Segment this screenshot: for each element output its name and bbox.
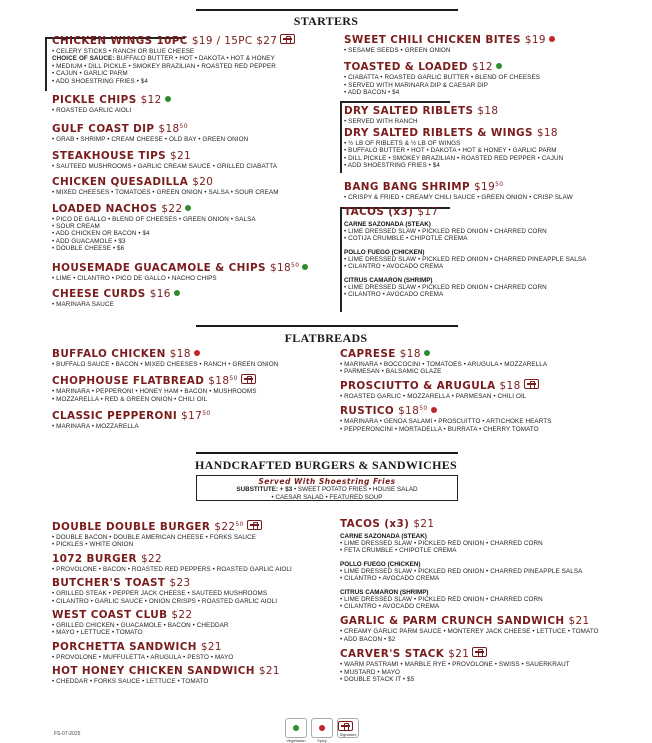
item-desc: • CILANTRO • AVOCADO CREMA bbox=[340, 603, 440, 611]
item-price-cents: 50 bbox=[235, 521, 244, 528]
item-price: $21 bbox=[258, 665, 280, 678]
item-desc: • LIME DRESSED SLAW • PICKLED RED ONION • CHARRED CORN bbox=[340, 540, 543, 547]
item-price: $18 bbox=[158, 123, 180, 136]
menu-item bbox=[344, 206, 634, 298]
item-name: HOT HONEY CHICKEN SANDWICH bbox=[52, 665, 255, 678]
item-desc: • CAJUN • GARLIC PARM bbox=[52, 70, 128, 78]
item-addon: • ADD SHOESTRING FRIES • $4 bbox=[52, 77, 148, 85]
menu-item bbox=[52, 665, 332, 685]
item-addon: • DOUBLE CHEESE • $6 bbox=[52, 245, 125, 253]
item-desc: • SERVED WITH RANCH bbox=[344, 117, 418, 125]
item-desc: • PROVOLONE • MUFFULETTA • ARUGULA • PESTO • MAYO bbox=[52, 653, 234, 661]
menu-item bbox=[344, 127, 634, 170]
menu-item bbox=[340, 379, 630, 400]
burgers-title: HANDCRAFTED BURGERS & SANDWICHES bbox=[195, 458, 457, 472]
item-name: DOUBLE DOUBLE BURGER bbox=[52, 521, 211, 533]
item-desc: • SAUTEED MUSHROOMS • GARLIC CREAM SAUCE • GRILLED CIABATTA bbox=[52, 162, 278, 170]
item-name: CHEESE CURDS bbox=[52, 288, 146, 301]
served-with-box bbox=[196, 475, 458, 501]
vegetarian-icon bbox=[496, 63, 502, 69]
item-name: TACOS (x3) bbox=[340, 518, 410, 530]
vegetarian-icon bbox=[424, 350, 430, 356]
item-desc: • DILL PICKLE • SMOKEY BRAZILIAN • ROASTED RED PEPPER • CAJUN bbox=[344, 154, 564, 162]
item-name: RUSTICO bbox=[340, 405, 395, 418]
item-addon: • ADD BACON • $2 bbox=[340, 635, 396, 643]
spicy-icon bbox=[549, 36, 555, 42]
item-desc: • WARM PASTRAMI • MARBLE RYE • PROVOLONE • SWISS • SAUERKRAUT bbox=[340, 661, 570, 669]
item-desc: • MEDIUM • DILL PICKLE • SMOKEY BRAZILIAN • ROASTED RED PEPPER bbox=[52, 62, 276, 70]
item-price-cents: 50 bbox=[202, 410, 211, 418]
item-name: 1072 BURGER bbox=[52, 552, 137, 565]
item-desc: • CILANTRO • AVOCADO CREMA bbox=[340, 575, 440, 583]
menu-item bbox=[52, 641, 332, 661]
flatbreads-title: FLATBREADS bbox=[284, 331, 368, 345]
legend-vegetarian bbox=[285, 718, 307, 743]
menu-item bbox=[52, 609, 332, 637]
item-name: DRY SALTED RIBLETS & WINGS bbox=[344, 127, 533, 140]
menu-item bbox=[52, 407, 327, 430]
item-price-cents: 50 bbox=[419, 405, 428, 413]
item-desc: • CILANTRO • AVOCADO CREMA bbox=[344, 291, 444, 299]
item-desc: • MUSTARD • MAYO bbox=[340, 668, 400, 676]
item-desc: • LIME • CILANTRO • PICO DE GALLO • NACHO CHIPS bbox=[52, 274, 217, 282]
item-price: $21 bbox=[448, 648, 470, 661]
item-price: $12 bbox=[471, 61, 493, 74]
menu-item bbox=[52, 120, 327, 143]
item-name: CARVER'S STACK bbox=[340, 648, 445, 661]
item-desc: • CIABATTA • ROASTED GARLIC BUTTER • BLEND OF CHEESES bbox=[344, 74, 541, 82]
spicy-icon bbox=[431, 407, 437, 413]
item-desc: • PROVOLONE • BACON • ROASTED RED PEPPERS • ROASTED GARLIC AIOLI bbox=[52, 565, 292, 573]
vegetarian-icon bbox=[293, 725, 299, 731]
item-desc: • PICO DE GALLO • BLEND OF CHEESES • GREEN ONION • SALSA bbox=[52, 215, 256, 223]
legend-label: Spicy bbox=[317, 738, 327, 743]
item-desc: • CREAMY GARLIC PARM SAUCE • MONTEREY JACK CHEESE • LETTUCE • TOMATO bbox=[340, 628, 599, 636]
item-name: SWEET CHILI CHICKEN BITES bbox=[344, 34, 521, 46]
item-desc: • MAYO • LETTUCE • TOMATO bbox=[52, 629, 143, 637]
item-desc: • GRILLED STEAK • PEPPER JACK CHEESE • SAUTEED MUSHROOMS bbox=[52, 590, 268, 598]
item-price: $20 bbox=[192, 176, 214, 189]
item-desc: • CILANTRO • AVOCADO CREMA bbox=[344, 263, 444, 271]
item-price: $18 bbox=[399, 348, 421, 360]
item-name: BUTCHER'S TOAST bbox=[52, 577, 166, 590]
item-desc: • GRAB • SHRIMP • CREAM CHEESE • OLD BAY • GREEN ONION bbox=[52, 136, 249, 144]
item-name: GULF COAST DIP bbox=[52, 123, 155, 136]
item-price: $19 bbox=[474, 180, 496, 193]
item-name: HOUSEMADE GUACAMOLE & CHIPS bbox=[52, 261, 266, 274]
taco-subtitle: POLLO FUEGO (CHICKEN) bbox=[344, 248, 425, 256]
menu-item bbox=[344, 61, 634, 96]
signature-icon bbox=[280, 34, 295, 44]
signature-icon bbox=[247, 520, 262, 530]
item-price-cents: 50 bbox=[179, 123, 188, 131]
item-price: $18 bbox=[536, 127, 558, 140]
item-price: $18 bbox=[477, 104, 499, 117]
burgers-left-column bbox=[52, 518, 332, 686]
menu-item bbox=[340, 518, 640, 610]
item-addon: • DOUBLE STACK IT • $5 bbox=[340, 676, 415, 684]
item-price: $17 bbox=[417, 206, 439, 219]
item-price: $22 bbox=[161, 202, 183, 215]
flatbreads-right-column bbox=[340, 348, 630, 433]
menu-item bbox=[52, 34, 327, 85]
vegetarian-icon bbox=[185, 205, 191, 211]
footer-code: FS-07-2025 bbox=[54, 731, 81, 737]
item-desc: • MARINARA • PEPPERONI • HONEY HAM • BACON • MUSHROOMS bbox=[52, 388, 257, 396]
item-name: CHOPHOUSE FLATBREAD bbox=[52, 375, 205, 388]
item-name: TOASTED & LOADED bbox=[344, 61, 468, 74]
burgers-right-column bbox=[340, 518, 640, 683]
item-addon: • ADD SHOESTRING FRIES • $4 bbox=[344, 162, 440, 170]
taco-subtitle: CITRUS CAMARON (SHRIMP) bbox=[344, 276, 433, 284]
item-price-cents: 50 bbox=[495, 180, 504, 188]
legend-label: Signature bbox=[339, 732, 357, 737]
item-desc: • SESAME SEEDS • GREEN ONION bbox=[344, 47, 451, 54]
substitute-options-2: • CAESAR SALAD • FEATURED SOUP bbox=[271, 493, 383, 501]
taco-subtitle: CARNE SAZONADA (STEAK) bbox=[340, 533, 427, 540]
flatbreads-rule bbox=[196, 325, 458, 327]
item-name: PICKLE CHIPS bbox=[52, 94, 137, 107]
menu-item bbox=[52, 203, 327, 253]
menu-item bbox=[340, 348, 630, 376]
menu-item bbox=[52, 553, 332, 573]
menu-item bbox=[340, 402, 630, 433]
menu-item bbox=[52, 288, 327, 308]
menu-item bbox=[344, 105, 634, 125]
item-price: $21 bbox=[413, 518, 435, 530]
legend-signature bbox=[337, 718, 359, 738]
item-desc: • CHEDDAR • FORKS SAUCE • LETTUCE • TOMATO bbox=[52, 678, 209, 686]
starters-rule bbox=[196, 9, 458, 11]
item-desc: • MOZZARELLA • RED & GREEN ONION • CHILI OIL bbox=[52, 395, 208, 403]
item-desc: • LIME DRESSED SLAW • PICKLED RED ONION • CHARRED CORN bbox=[340, 595, 543, 603]
legend bbox=[285, 718, 359, 743]
item-desc: • CRISPY & FRIED • CREAMY CHILI SAUCE • GREEN ONION • CRISP SLAW bbox=[344, 193, 573, 201]
item-desc: • BUFFALO SAUCE • BACON • MIXED CHEESES • RANCH • GREEN ONION bbox=[52, 361, 279, 368]
item-name: CHICKEN WINGS 10PC bbox=[52, 35, 188, 47]
menu-item bbox=[52, 176, 327, 196]
item-addon: • ADD GUACAMOLE • $3 bbox=[52, 237, 126, 245]
item-price: $21 bbox=[568, 615, 590, 628]
signature-icon bbox=[241, 374, 256, 384]
item-price: $21 bbox=[200, 640, 222, 653]
item-name: PROSCIUTTO & ARUGULA bbox=[340, 379, 496, 392]
item-price: $22 bbox=[214, 521, 236, 533]
item-price: $18 bbox=[398, 405, 420, 418]
item-name: DRY SALTED RIBLETS bbox=[344, 104, 474, 117]
taco-subtitle: CITRUS CAMARON (SHRIMP) bbox=[340, 588, 429, 596]
item-name: TACOS (x3) bbox=[344, 206, 414, 219]
item-price-cents: 50 bbox=[290, 261, 300, 269]
item-desc: • SERVED WITH MARINARA DIP & CAESAR DIP bbox=[344, 81, 489, 89]
menu-item bbox=[52, 518, 332, 549]
menu-item bbox=[52, 94, 327, 114]
vegetarian-icon bbox=[174, 290, 180, 296]
menu-item bbox=[52, 259, 327, 282]
item-price: $18 bbox=[169, 348, 191, 360]
item-desc: • MARINARA • GENOA SALAMI • PROSCUITTO • ARTICHOKE HEARTS bbox=[340, 418, 552, 426]
item-addon: • ADD BACON • $4 bbox=[344, 89, 400, 97]
item-price: $22 bbox=[140, 552, 163, 565]
item-price: $19 / 15PC $27 bbox=[191, 35, 278, 47]
item-name: LOADED NACHOS bbox=[52, 202, 158, 215]
menu-item bbox=[340, 647, 640, 683]
item-price-cents: 50 bbox=[229, 375, 238, 383]
item-desc: • GRILLED CHICKEN • GUACAMOLE • BACON • CHEDDAR bbox=[52, 622, 229, 630]
item-desc: • LIME DRESSED SLAW • PICKLED RED ONION • CHARRED PINEAPPLE SALSA bbox=[340, 567, 583, 575]
item-desc: • ROASTED GARLIC • MOZZARELLA • PARMESAN • CHILI OIL bbox=[340, 392, 527, 400]
item-price: $17 bbox=[181, 410, 203, 423]
signature-icon bbox=[472, 647, 487, 657]
starters-title: STARTERS bbox=[293, 14, 359, 28]
item-price: $16 bbox=[149, 288, 171, 301]
served-with-title: Served With Shoestring Fries bbox=[258, 477, 396, 486]
item-name: PORCHETTA SANDWICH bbox=[52, 640, 197, 653]
item-price: $23 bbox=[169, 577, 191, 590]
item-desc: • ROASTED GARLIC AIOLI bbox=[52, 107, 132, 115]
item-desc: • LIME DRESSED SLAW • PICKLED RED ONION • CHARRED PINEAPPLE SALSA bbox=[344, 255, 587, 263]
item-desc: • ½ LB OF RIBLETS & ½ LB OF WINGS bbox=[344, 140, 461, 148]
spicy-icon bbox=[319, 725, 325, 731]
item-desc: • LIME DRESSED SLAW • PICKLED RED ONION • CHARRED CORN bbox=[344, 283, 547, 291]
substitute-options: • SWEET POTATO FRIES • HOUSE SALAD bbox=[292, 486, 418, 493]
taco-subtitle: CARNE SAZONADA (STEAK) bbox=[344, 221, 431, 229]
spicy-icon bbox=[194, 350, 200, 356]
item-name: CHICKEN QUESADILLA bbox=[52, 176, 189, 189]
sauce-label: CHOICE OF SAUCE: bbox=[52, 55, 115, 63]
item-name: BANG BANG SHRIMP bbox=[344, 180, 471, 193]
item-name: BUFFALO CHICKEN bbox=[52, 348, 166, 360]
item-desc: • MIXED CHEESES • TOMATOES • GREEN ONION • SALSA • SOUR CREAM bbox=[52, 189, 279, 197]
item-desc: • COTIJA CRUMBLE • CHIPOTLE CREMA bbox=[344, 235, 468, 243]
item-addon: • ADD CHICKEN OR BACON • $4 bbox=[52, 230, 150, 238]
item-desc: • PEPPERONCINI • MORTADELLA • BURRATA • CHERRY TOMATO bbox=[340, 425, 539, 433]
item-name: WEST COAST CLUB bbox=[52, 609, 168, 622]
menu-item bbox=[52, 150, 327, 170]
item-name: CAPRESE bbox=[340, 348, 396, 360]
item-price: $18 bbox=[269, 261, 291, 274]
item-desc: • MARINARA SAUCE bbox=[52, 301, 114, 309]
item-price: $18 bbox=[499, 379, 521, 392]
item-desc: • MARINARA • MOZZARELLA bbox=[52, 423, 139, 431]
vegetarian-icon bbox=[165, 96, 171, 102]
item-name: GARLIC & PARM CRUNCH SANDWICH bbox=[340, 615, 565, 628]
menu-item bbox=[340, 615, 640, 643]
item-price: $12 bbox=[140, 94, 162, 107]
item-price: $19 bbox=[524, 34, 546, 46]
legend-spicy bbox=[311, 718, 333, 743]
item-desc: • DOUBLE BACON • DOUBLE AMERICAN CHEESE • FORKS SAUCE bbox=[52, 534, 257, 541]
item-name: CLASSIC PEPPERONI bbox=[52, 410, 178, 423]
burgers-rule bbox=[196, 452, 458, 454]
signature-icon bbox=[524, 379, 539, 389]
menu-item bbox=[344, 178, 634, 201]
item-desc: • FETA CRUMBLE • CHIPOTLE CREMA bbox=[340, 547, 457, 555]
menu-item bbox=[52, 577, 332, 605]
substitute-label: SUBSTITUTE: + $3 bbox=[236, 486, 293, 493]
starters-left-column bbox=[52, 34, 327, 309]
menu-item bbox=[52, 348, 327, 368]
item-name: STEAKHOUSE TIPS bbox=[52, 149, 166, 162]
legend-label: Vegetarian bbox=[286, 738, 306, 743]
item-desc: • BUFFALO BUTTER • HOT • DAKOTA • HOT & HONEY • GARLIC PARM bbox=[344, 147, 557, 155]
starters-right-column bbox=[344, 34, 634, 299]
item-desc: • CILANTRO • GARLIC SAUCE • ONION CRISPS • ROASTED GARLIC AIOLI bbox=[52, 597, 278, 605]
item-desc: • LIME DRESSED SLAW • PICKLED RED ONION • CHARRED CORN bbox=[344, 228, 547, 236]
menu-item bbox=[344, 34, 634, 54]
item-price: $21 bbox=[170, 149, 192, 162]
item-desc: • SOUR CREAM bbox=[52, 223, 100, 231]
item-price: $22 bbox=[171, 609, 193, 622]
item-desc: • PICKLES • WHITE ONION bbox=[52, 541, 134, 549]
item-desc: • MARINARA • BOCCOCINI • TOMATOES • ARUGULA • MOZZARELLA bbox=[340, 361, 548, 368]
flatbreads-left-column bbox=[52, 348, 327, 431]
menu-item bbox=[52, 372, 327, 403]
vegetarian-icon bbox=[302, 264, 308, 270]
sauce-list: BUFFALO BUTTER • HOT • DAKOTA • HOT & HONEY bbox=[114, 55, 275, 63]
taco-subtitle: POLLO FUEGO (CHICKEN) bbox=[340, 560, 421, 568]
signature-icon bbox=[338, 721, 353, 731]
item-desc: • PARMESAN • BALSAMIC GLAZE bbox=[340, 368, 442, 376]
item-price: $18 bbox=[208, 375, 230, 388]
item-desc: • CELERY STICKS • RANCH OR BLUE CHEESE bbox=[52, 48, 195, 55]
